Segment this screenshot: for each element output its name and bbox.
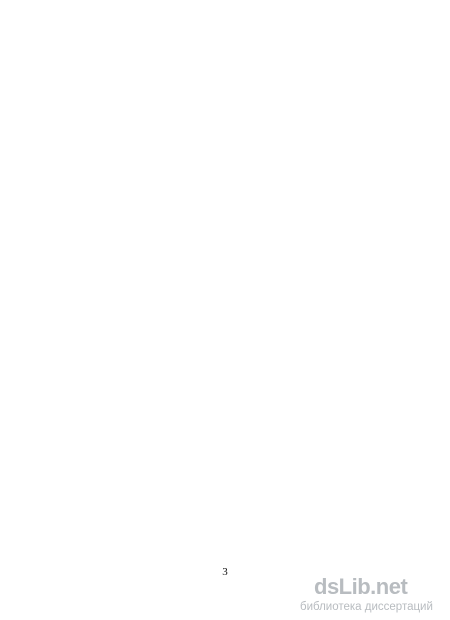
- watermark-subtitle: библиотека диссертаций: [300, 601, 433, 613]
- watermark-brand: dsLib.net: [314, 574, 408, 599]
- page-number: 3: [222, 566, 228, 578]
- watermark: [300, 574, 446, 618]
